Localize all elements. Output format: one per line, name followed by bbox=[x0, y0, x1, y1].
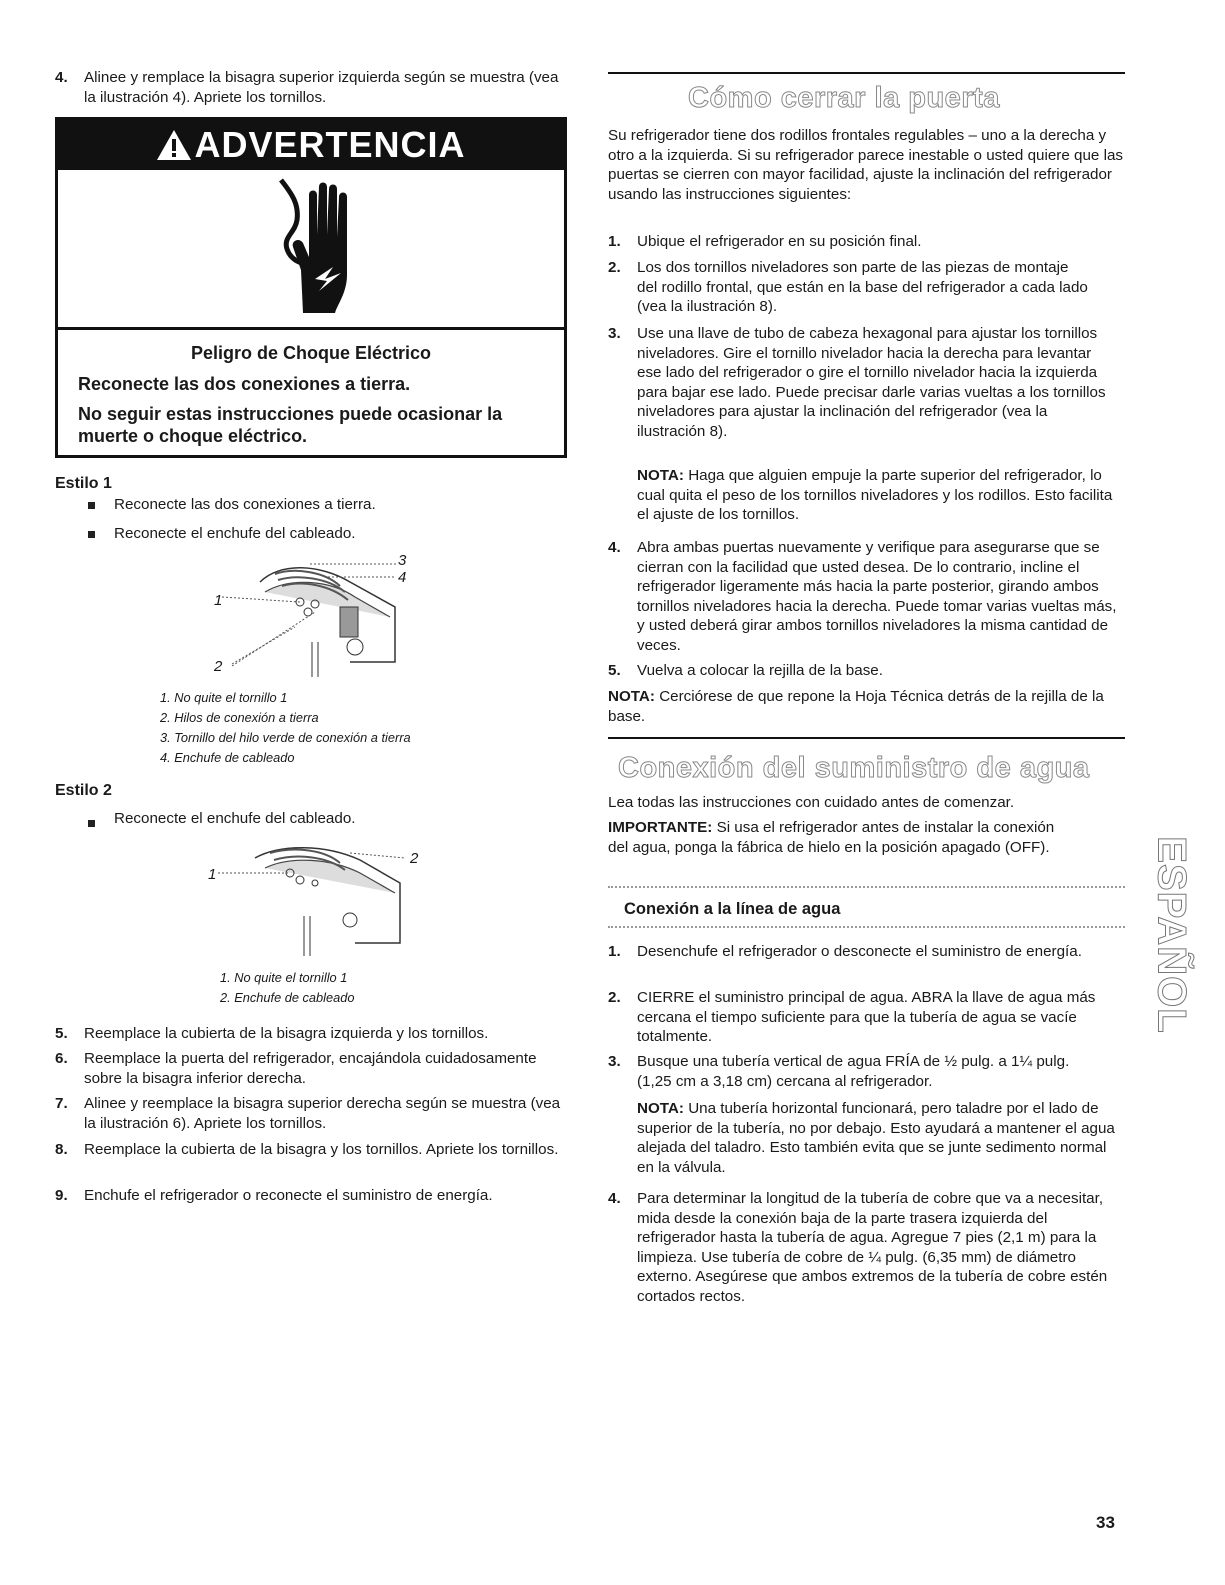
section-rule-water bbox=[608, 737, 1125, 739]
warning-header: ADVERTENCIA bbox=[58, 120, 564, 170]
water-step-4: 4. Para determinar la longitud de la tubería de cobre que va a necesitar, mida desde la conexión baja de la parte trasera izquierda del refrigerador hasta la tubería de agua. Agregue 7 pies (2,1 m) para la limpieza. Use tubería de cobre de ¼ pulg. (6,35 mm) de diámetro externo. Asegúrese que ambos extremos de la tubería de cobre estén cortados rectos. bbox=[608, 1190, 1108, 1305]
bullet-icon bbox=[88, 820, 95, 827]
bullet-icon bbox=[88, 502, 95, 509]
section-rule-top bbox=[608, 72, 1125, 74]
warning-divider bbox=[58, 327, 564, 330]
warning-triangle-icon bbox=[156, 124, 192, 174]
warning-line-2: Reconecte las dos conexiones a tierra. bbox=[78, 374, 411, 394]
language-side-tab: ESPAÑOL bbox=[1149, 836, 1194, 1034]
electric-shock-hand-icon bbox=[273, 175, 363, 325]
door-final-note: NOTA: Cerciórese de que repone la Hoja Técnica detrás de la rejilla de la base. bbox=[608, 688, 1104, 725]
callout-4: 4 bbox=[398, 569, 407, 586]
callout-3: 3 bbox=[398, 552, 407, 569]
door-note-3: NOTA: Haga que alguien empuje la parte superior del refrigerador, lo cual quita el peso de los tornillos niveladores y los rodillos. Esto facilita el ajuste de los tornillos. bbox=[637, 467, 1113, 524]
section-title-door: Cómo cerrar la puerta bbox=[688, 82, 1000, 114]
warning-box bbox=[55, 117, 567, 458]
style2-bullet-1: Reconecte el enchufe del cableado. bbox=[114, 810, 356, 827]
style1-caption-2: 2. Hilos de conexión a tierra bbox=[160, 710, 319, 725]
warning-line-3: No seguir estas instrucciones puede ocasionar la muerte o choque eléctrico. bbox=[78, 404, 503, 446]
style1-caption-3: 3. Tornillo del hilo verde de conexión a tierra bbox=[160, 730, 411, 745]
water-step-3: 3. Busque una tubería vertical de agua FRÍA de ½ pulg. a 1¼ pulg. (1,25 cm a 3,18 cm) cercana al refrigerador. bbox=[608, 1053, 1070, 1090]
door-step-3: 3. Use una llave de tubo de cabeza hexagonal para ajustar los tornillos niveladores. Gire el tornillo nivelador hacia la derecha para levantar ese lado del refrigerador o gire el tornillo nivelador hacia la izquierda para bajar ese lado. Puede precisar darle varias vueltas a los tornillos niveladores para ajustar la inclinación del refrigerador (vea la ilustración 8). bbox=[608, 325, 1106, 440]
door-step-1: 1. Ubique el refrigerador en su posición final. bbox=[608, 233, 922, 250]
step-4-hinge: 4. Alinee y remplace la bisagra superior izquierda según se muestra (vea la ilustración 4). Apriete los tornillos. bbox=[55, 69, 559, 106]
door-step-5: 5. Vuelva a colocar la rejilla de la base. bbox=[608, 662, 883, 679]
style2-caption-1: 1. No quite el tornillo 1 bbox=[220, 970, 348, 985]
step-6: 6. Reemplace la puerta del refrigerador, encajándola cuidadosamente sobre la bisagra inferior derecha. bbox=[55, 1050, 537, 1087]
style1-bullet-1: Reconecte las dos conexiones a tierra. bbox=[114, 496, 376, 513]
subheading-rule-top bbox=[608, 886, 1125, 891]
callout-1: 1 bbox=[208, 866, 217, 883]
step-8: 8. Reemplace la cubierta de la bisagra y los tornillos. Apriete los tornillos. bbox=[55, 1141, 559, 1158]
water-important: IMPORTANTE: Si usa el refrigerador antes de instalar la conexión del agua, ponga la fábrica de hielo en la posición apagado (OFF). bbox=[608, 819, 1055, 856]
water-intro: Lea todas las instrucciones con cuidado antes de comenzar. bbox=[608, 794, 1015, 811]
style1-heading: Estilo 1 bbox=[55, 475, 112, 492]
step-5: 5. Reemplace la cubierta de la bisagra izquierda y los tornillos. bbox=[55, 1025, 489, 1042]
callout-1: 1 bbox=[214, 592, 223, 609]
callout-2: 2 bbox=[410, 850, 419, 867]
door-intro: Su refrigerador tiene dos rodillos frontales regulables – uno a la derecha y otro a la izquierda. Si su refrigerador parece inestable o usted quiere que las puertas se cierren con mayor facilidad, ajuste la inclinación del refrigerador usando las instrucciones siguientes: bbox=[608, 127, 1123, 203]
style2-diagram bbox=[200, 838, 430, 960]
style1-caption-1: 1. No quite el tornillo 1 bbox=[160, 690, 288, 705]
subheading-rule-bottom bbox=[608, 926, 1125, 931]
style1-diagram bbox=[200, 552, 430, 687]
step-9: 9. Enchufe el refrigerador o reconecte el suministro de energía. bbox=[55, 1187, 493, 1204]
style1-bullet-2: Reconecte el enchufe del cableado. bbox=[114, 525, 356, 542]
step-7: 7. Alinee y reemplace la bisagra superior derecha según se muestra (vea la ilustración 6). Apriete los tornillos. bbox=[55, 1095, 561, 1132]
water-note: NOTA: Una tubería horizontal funcionará, pero taladre por el lado de superior de la tubería, no por debajo. Esto ayudará a mantener el agua alejada del taladro. Esto también evita que se junte sedimento normal en la válvula. bbox=[637, 1100, 1115, 1176]
callout-2: 2 bbox=[214, 658, 223, 675]
style2-caption-2: 2. Enchufe de cableado bbox=[220, 990, 355, 1005]
door-step-2: 2. Los dos tornillos niveladores son parte de las piezas de montaje del rodillo frontal, que están en la base del refrigerador a cada lado (vea la ilustración 8). bbox=[608, 259, 1088, 316]
section-title-water: Conexión del suministro de agua bbox=[618, 752, 1090, 784]
style1-caption-4: 4. Enchufe de cableado bbox=[160, 750, 295, 765]
page-number: 33 bbox=[1096, 1513, 1115, 1532]
bullet-icon bbox=[88, 531, 95, 538]
warning-line-1: Peligro de Choque Eléctrico bbox=[190, 343, 432, 363]
style2-heading: Estilo 2 bbox=[55, 782, 112, 799]
water-step-1: 1. Desenchufe el refrigerador o desconecte el suministro de energía. bbox=[608, 943, 1082, 960]
water-subheading: Conexión a la línea de agua bbox=[624, 900, 841, 918]
water-step-2: 2. CIERRE el suministro principal de agua. ABRA la llave de agua más cercana el tiempo suficiente para que la tubería de agua se vacíe totalmente. bbox=[608, 989, 1096, 1046]
door-step-4: 4. Abra ambas puertas nuevamente y verifique para asegurarse que se cierran con la facilidad que usted desea. De lo contrario, incline el refrigerador ligeramente más hacia la parte posterior, girando ambos tornillos niveladores hacia la derecha. Puede tomar varias vueltas más, y usted deberá girar ambos tornillos niveladores la misma cantidad de veces. bbox=[608, 539, 1117, 654]
